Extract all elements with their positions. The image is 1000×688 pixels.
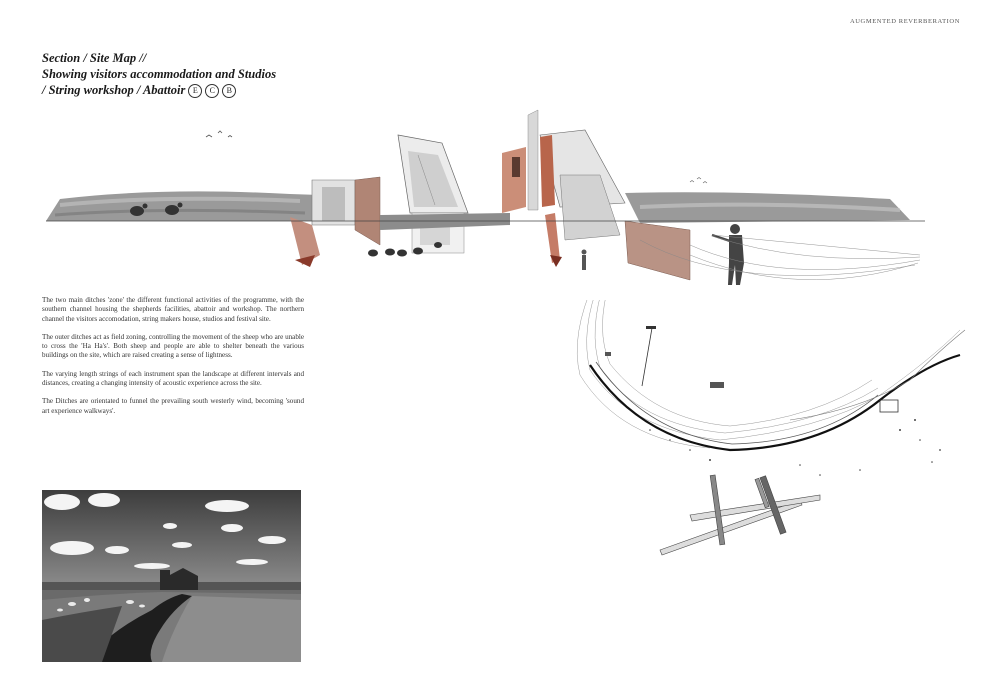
person-small	[582, 250, 587, 271]
grass-left	[46, 191, 320, 221]
building-left	[290, 177, 380, 267]
contour-lines	[577, 300, 960, 448]
title-line-3-text: / String workshop / Abattoir	[42, 83, 186, 97]
paragraph-3: The varying length strings of each instrument span the landscape at different intervals and distances, creating a changing intensity of acoustic experience across the site.	[42, 369, 304, 388]
birds-left	[206, 131, 232, 137]
birds-right	[690, 178, 707, 184]
site-map	[560, 300, 980, 560]
pier-structures	[660, 475, 820, 555]
paragraph-1: The two main ditches 'zone' the different functional activities of the programme, with the southern channel housing the shepherds facilities, abattoir and workshop. The northern channel the visitors accomodation, string makers house, studios and festival site.	[42, 296, 304, 323]
title-line-1: Section / Site Map //	[42, 51, 147, 65]
section-drawing	[40, 95, 930, 305]
marker-c: C	[205, 84, 219, 98]
map-buildings	[605, 352, 898, 412]
marker-b: B	[222, 84, 236, 98]
marker-e: E	[188, 84, 202, 98]
page-title	[42, 50, 362, 98]
building-central	[398, 135, 468, 253]
person-figure	[712, 224, 744, 285]
title-line-2: Showing visitors accommodation and Studios	[42, 67, 277, 81]
header-tag: AUGMENTED REVERBERATION	[849, 18, 960, 25]
paragraph-2: The outer ditches act as field zoning, controlling the movement of the sheep who are unable to cross the 'Ha Ha's'. Both sheep and people are able to shelter beneath the various buildings on the site, which are raised creating a sense of lightness.	[42, 332, 304, 360]
body-text	[42, 296, 304, 425]
main-channel	[590, 355, 960, 450]
paragraph-4: The Ditches are orientated to funnel the prevailing south westerly wind, becoming 'sound art experience walkways'.	[42, 397, 304, 415]
landscape-photo	[42, 490, 301, 662]
